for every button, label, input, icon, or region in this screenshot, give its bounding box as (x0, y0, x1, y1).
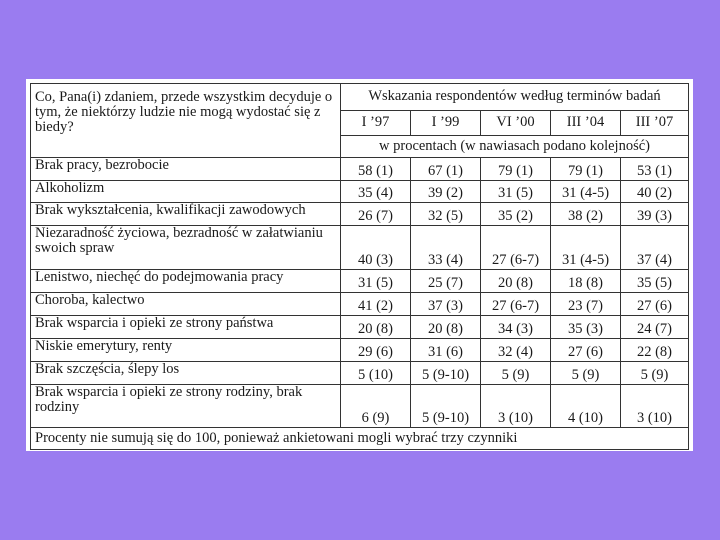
value-cell: 5 (9-10) (411, 385, 481, 428)
value-cell: 58 (1) (341, 158, 411, 181)
value-cell: 53 (1) (621, 158, 689, 181)
year-header: VI ’00 (481, 111, 551, 136)
table-row (31, 339, 689, 362)
row-label: Niskie emerytury, renty (31, 339, 341, 362)
value-cell: 5 (9-10) (411, 362, 481, 385)
value-cell: 6 (9) (341, 385, 411, 428)
value-cell: 3 (10) (481, 385, 551, 428)
value-cell: 23 (7) (551, 293, 621, 316)
table-row (31, 362, 689, 385)
value-cell: 35 (4) (341, 181, 411, 203)
year-header: III ’04 (551, 111, 621, 136)
value-cell: 18 (8) (551, 270, 621, 293)
value-cell: 79 (1) (481, 158, 551, 181)
value-cell: 40 (2) (621, 181, 689, 203)
value-cell: 79 (1) (551, 158, 621, 181)
table-row (31, 181, 689, 203)
value-cell: 29 (6) (341, 339, 411, 362)
value-cell: 40 (3) (341, 226, 411, 270)
value-cell: 20 (8) (481, 270, 551, 293)
value-cell: 41 (2) (341, 293, 411, 316)
value-cell: 32 (5) (411, 203, 481, 226)
table-row (31, 158, 689, 181)
table-body (31, 158, 689, 428)
value-cell: 27 (6) (621, 293, 689, 316)
row-label: Niezaradność życiowa, bezradność w załatwianiu swoich spraw (31, 226, 341, 270)
year-header: I ’97 (341, 111, 411, 136)
value-cell: 35 (2) (481, 203, 551, 226)
row-label: Alkoholizm (31, 181, 341, 203)
value-cell: 32 (4) (481, 339, 551, 362)
value-cell: 27 (6) (551, 339, 621, 362)
table-row (31, 270, 689, 293)
row-label: Brak pracy, bezrobocie (31, 158, 341, 181)
value-cell: 31 (6) (411, 339, 481, 362)
year-header: III ’07 (621, 111, 689, 136)
table-row (31, 293, 689, 316)
table-row (31, 226, 689, 270)
value-cell: 67 (1) (411, 158, 481, 181)
value-cell: 4 (10) (551, 385, 621, 428)
value-cell: 31 (5) (341, 270, 411, 293)
value-cell: 22 (8) (621, 339, 689, 362)
value-cell: 27 (6-7) (481, 293, 551, 316)
value-cell: 34 (3) (481, 316, 551, 339)
group-header: Wskazania respondentów według terminów badań (341, 84, 689, 111)
row-label: Brak wsparcia i opieki ze strony rodziny, brak rodziny (31, 385, 341, 428)
value-cell: 20 (8) (341, 316, 411, 339)
question-cell: Co, Pana(i) zdaniem, przede wszystkim decyduje o tym, że niektórzy ludzie nie mogą wydostać się z biedy? (31, 84, 341, 158)
table-row (31, 203, 689, 226)
value-cell: 20 (8) (411, 316, 481, 339)
value-cell: 35 (3) (551, 316, 621, 339)
row-label: Lenistwo, niechęć do podejmowania pracy (31, 270, 341, 293)
value-cell: 31 (4-5) (551, 226, 621, 270)
row-label: Brak wsparcia i opieki ze strony państwa (31, 316, 341, 339)
value-cell: 37 (3) (411, 293, 481, 316)
value-cell: 35 (5) (621, 270, 689, 293)
row-label: Choroba, kalectwo (31, 293, 341, 316)
row-label: Brak szczęścia, ślepy los (31, 362, 341, 385)
survey-table (30, 83, 689, 450)
value-cell: 37 (4) (621, 226, 689, 270)
value-cell: 39 (2) (411, 181, 481, 203)
value-cell: 31 (5) (481, 181, 551, 203)
value-cell: 5 (9) (621, 362, 689, 385)
value-cell: 39 (3) (621, 203, 689, 226)
table-row (31, 385, 689, 428)
value-cell: 33 (4) (411, 226, 481, 270)
year-header: I ’99 (411, 111, 481, 136)
unit-note: w procentach (w nawiasach podano kolejność) (341, 136, 689, 158)
value-cell: 24 (7) (621, 316, 689, 339)
value-cell: 31 (4-5) (551, 181, 621, 203)
value-cell: 26 (7) (341, 203, 411, 226)
footnote: Procenty nie sumują się do 100, ponieważ ankietowani mogli wybrać trzy czynniki (31, 428, 689, 450)
value-cell: 5 (9) (551, 362, 621, 385)
slide-card (26, 79, 693, 451)
value-cell: 5 (10) (341, 362, 411, 385)
table-row (31, 316, 689, 339)
value-cell: 3 (10) (621, 385, 689, 428)
value-cell: 27 (6-7) (481, 226, 551, 270)
row-label: Brak wykształcenia, kwalifikacji zawodowych (31, 203, 341, 226)
value-cell: 38 (2) (551, 203, 621, 226)
value-cell: 5 (9) (481, 362, 551, 385)
value-cell: 25 (7) (411, 270, 481, 293)
